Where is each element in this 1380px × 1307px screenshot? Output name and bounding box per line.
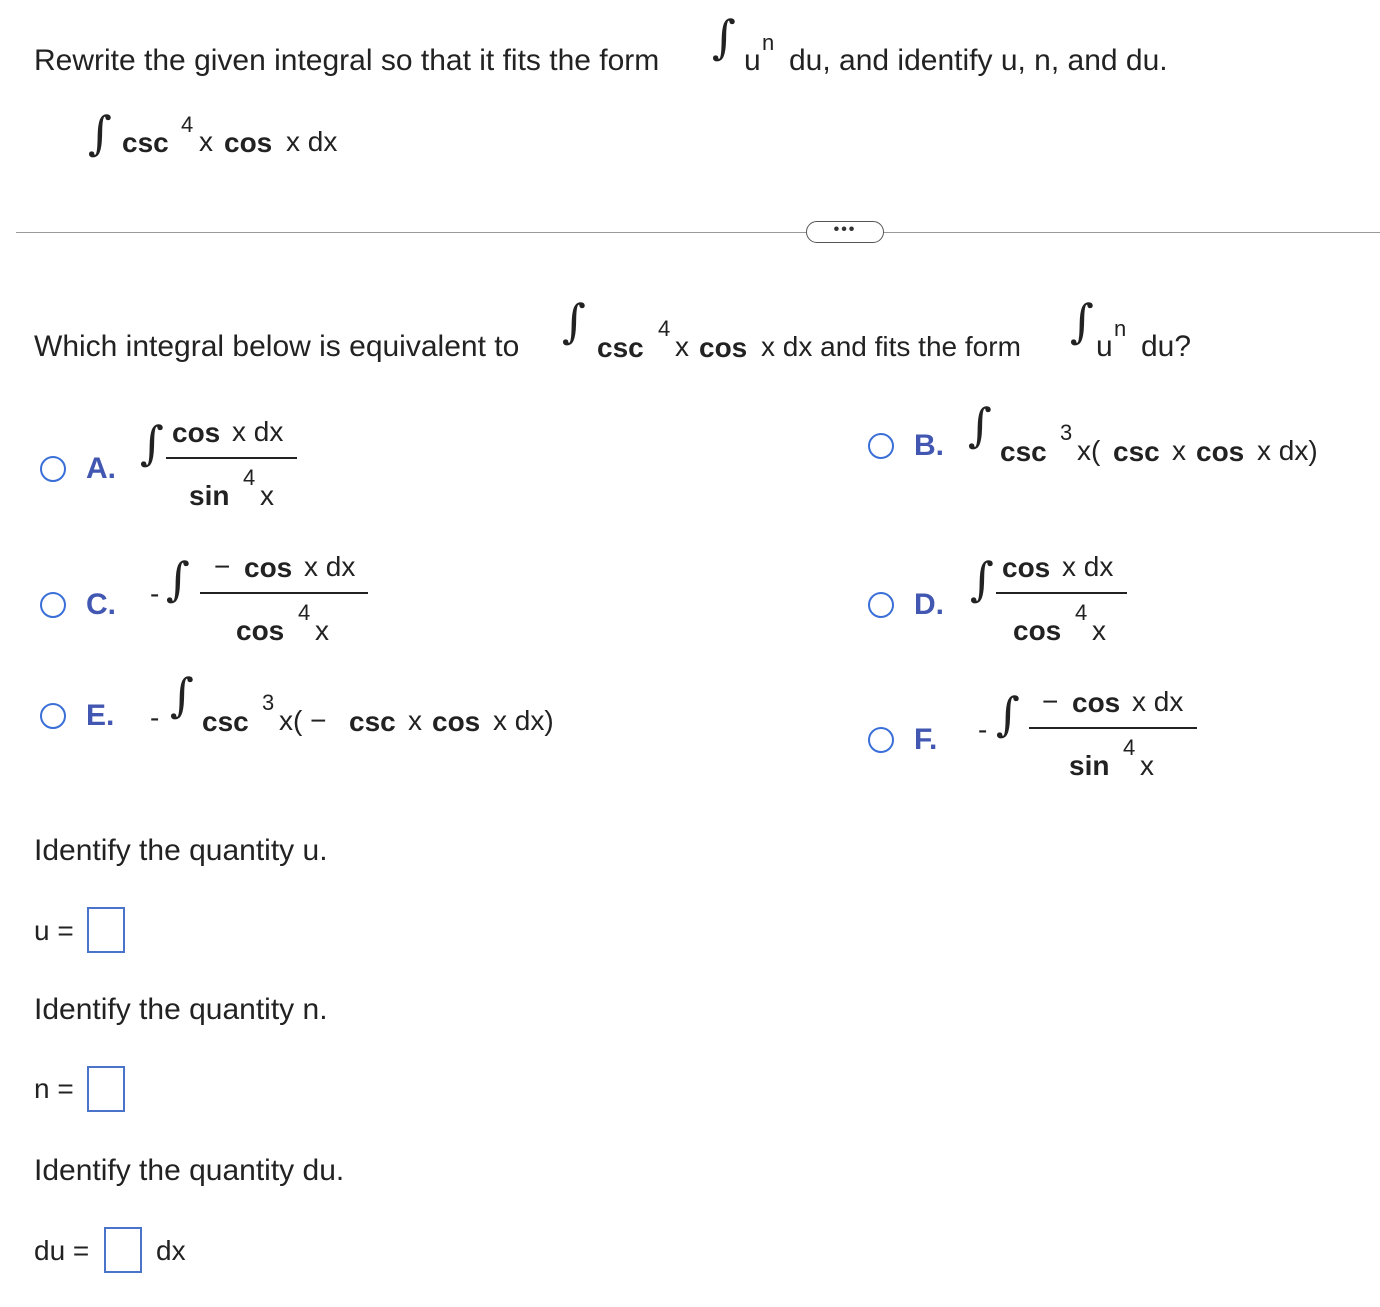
option-a-num-cos: cos [172,417,221,448]
option-f-den-fn: sin [1069,750,1110,781]
form-du-text: du, and identify u, n, and du. [789,44,1168,77]
form-n: n [762,30,775,55]
option-a-den-x: x [260,480,274,511]
option-c-num-neg: − [214,551,231,582]
radio-c[interactable] [40,592,66,618]
question-prompt-text: Rewrite the given integral so that it fits the form [34,44,660,77]
option-b-letter: B. [914,429,944,462]
part1-n: n [1114,316,1127,341]
integral-sign: ∫ [562,294,586,348]
option-e-exp: 3 [262,690,275,715]
option-f-den-exp: 4 [1123,735,1136,760]
option-b-csc: csc [1000,436,1047,467]
radio-f[interactable] [868,727,894,753]
radio-d[interactable] [868,592,894,618]
option-e-letter: E. [86,699,115,732]
option-c-num-rest: x dx [304,551,356,582]
fraction-bar [166,457,297,459]
option-e-cos: cos [432,706,481,737]
given-rest: x dx [286,126,338,157]
part2-prompt: Identify the quantity u. [34,834,328,867]
part1-cos: cos [699,332,748,363]
du-suffix: dx [156,1235,186,1266]
option-b-cos: cos [1196,436,1245,467]
option-f-den-x: x [1140,750,1154,781]
question-prompt [34,44,659,78]
option-d-num-rest: x dx [1062,551,1114,582]
radio-b[interactable] [868,433,894,459]
option-c-den-fn: cos [236,615,285,646]
du-label: du = [34,1235,90,1266]
given-x: x [199,126,213,157]
given-csc: csc [122,127,169,158]
radio-a[interactable] [40,456,66,482]
given-exponent: 4 [181,112,194,137]
integral-sign: ∫ [970,552,994,606]
integral-sign: ∫ [170,668,194,722]
integral-sign: ∫ [996,687,1020,741]
part1-u: u [1096,330,1113,363]
u-answer-input[interactable] [87,907,125,953]
n-label: n = [34,1073,74,1104]
option-d-den-x: x [1092,615,1106,646]
part1-exponent: 4 [658,316,671,341]
option-d-den-fn: cos [1013,615,1062,646]
n-answer-input[interactable] [87,1066,125,1112]
part1-mid: x dx and fits the form [761,331,1021,362]
option-e-rest1: x( − [279,705,327,736]
option-d-letter: D. [914,588,944,621]
option-b-rest3: x dx) [1257,435,1318,466]
option-e-csc2: csc [349,706,396,737]
part1-x: x [675,331,689,362]
option-b-rest2: x [1172,435,1186,466]
option-b-rest1: x( [1077,435,1101,466]
integral-sign: ∫ [88,106,112,160]
option-a-den-exp: 4 [243,465,256,490]
u-label: u = [34,915,74,946]
option-c-den-x: x [315,615,329,646]
option-e-rest3: x dx) [493,705,554,736]
option-f-num-neg: − [1042,686,1059,717]
fraction-bar [200,592,368,594]
part1-csc: csc [597,332,644,363]
option-f-num-rest: x dx [1132,686,1184,717]
option-f-neg: - [978,714,988,745]
integral-sign: ∫ [712,10,736,64]
integral-sign: ∫ [968,398,992,452]
part4-prompt: Identify the quantity du. [34,1154,345,1187]
option-d-den-exp: 4 [1075,600,1088,625]
option-e-neg: - [150,702,160,733]
option-d-num-cos: cos [1002,552,1051,583]
more-button[interactable]: ••• [806,221,884,243]
option-f-letter: F. [914,723,938,756]
integral-sign: ∫ [140,416,164,470]
section-divider [16,232,1380,233]
integral-sign: ∫ [1070,294,1094,348]
part1-prompt: Which integral below is equivalent to [34,330,520,363]
radio-e[interactable] [40,703,66,729]
form-u: u [744,44,761,77]
option-b-exp: 3 [1060,420,1073,445]
fraction-bar [996,592,1127,594]
option-a-letter: A. [86,452,116,485]
given-cos: cos [224,127,273,158]
option-c-neg: - [150,578,160,609]
option-a-den-fn: sin [189,480,230,511]
option-c-num-cos: cos [244,552,293,583]
option-f-num-cos: cos [1072,687,1121,718]
option-b-csc2: csc [1113,436,1160,467]
option-e-csc: csc [202,706,249,737]
fraction-bar [1029,727,1197,729]
part3-prompt: Identify the quantity n. [34,993,328,1026]
du-answer-input[interactable] [104,1227,142,1273]
option-a-num-rest: x dx [232,416,284,447]
option-e-rest2: x [408,705,422,736]
part1-end: du? [1141,330,1192,363]
option-c-letter: C. [86,588,116,621]
integral-sign: ∫ [166,552,190,606]
option-c-den-exp: 4 [298,600,311,625]
